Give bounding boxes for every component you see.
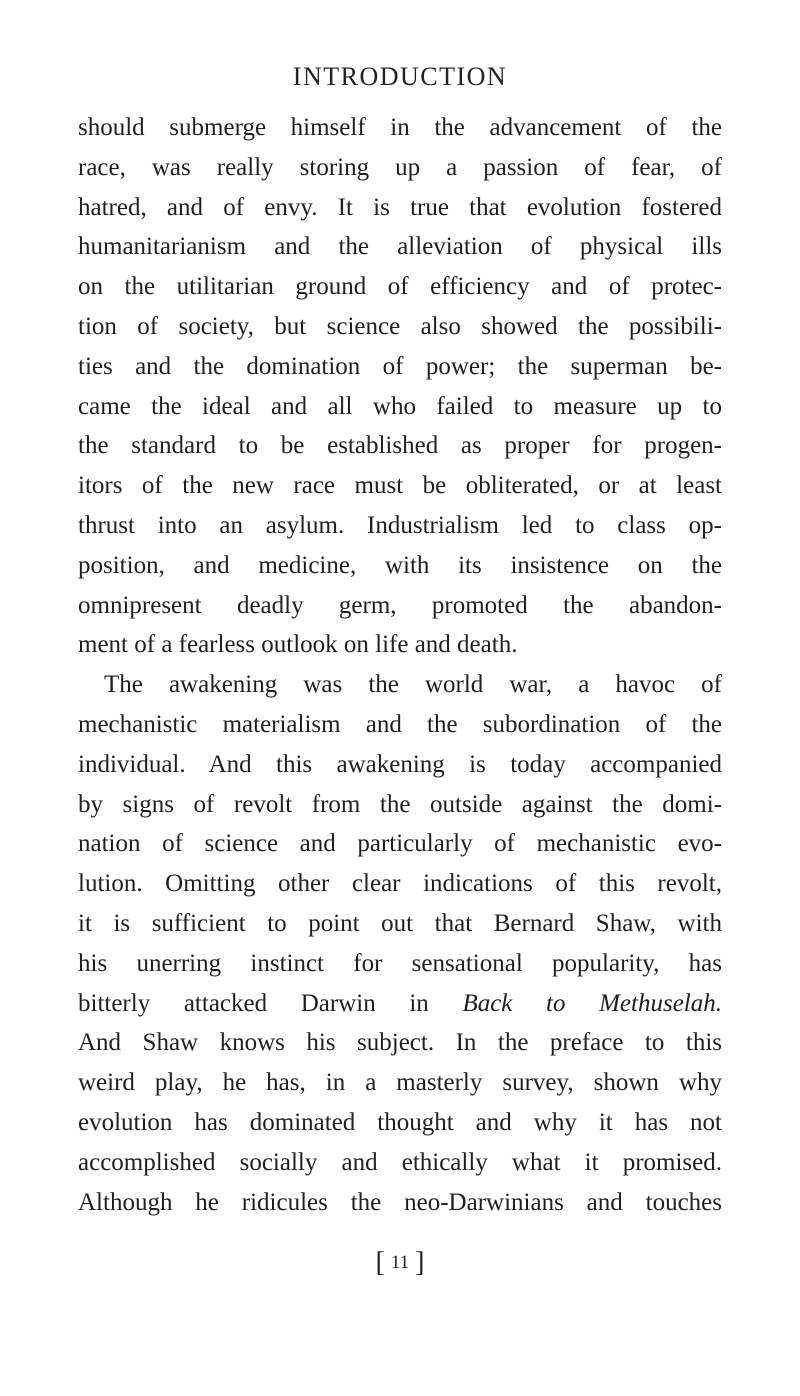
text-line: humanitarianism and the alleviation of physical ills: [78, 233, 722, 261]
text-line: lution. Omitting other clear indications of this revolt,: [78, 870, 722, 898]
body-text: [78, 108, 722, 1222]
text-line: itors of the new race must be obliterated, or at least: [78, 472, 722, 500]
text-line: evolution has dominated thought and why it has not: [78, 1108, 722, 1136]
page-number: [0, 1247, 800, 1279]
text-line: Although he ridicules the neo-Darwinians and touches: [78, 1188, 722, 1216]
text-line: position, and medicine, with its insistence on the: [78, 551, 722, 579]
text-line: nation of science and particularly of mechanistic evo-: [78, 830, 722, 858]
running-head: INTRODUCTION: [292, 62, 508, 91]
text-line: by signs of revolt from the outside against the domi-: [78, 790, 722, 818]
book-title-italic: Back to Methuselah.: [462, 989, 722, 1017]
text-line: the standard to be established as proper for progen-: [78, 432, 722, 460]
paragraph-start-line: The awakening was the world war, a havoc of: [104, 671, 722, 699]
text-line: individual. And this awakening is today accompanied: [78, 750, 722, 778]
text-line: mechanistic materialism and the subordination of the: [78, 710, 722, 738]
text-line: should submerge himself in the advancement of the: [78, 114, 722, 141]
text-line-with-title: [78, 984, 722, 1024]
text-line: hatred, and of envy. It is true that evolution fostered: [78, 193, 722, 221]
text-line: omnipresent deadly germ, promoted the abandon-: [78, 591, 722, 619]
text-line: tion of society, but science also showed the possibili-: [78, 312, 722, 340]
folio-left-bracket: [: [375, 1247, 385, 1278]
text-line: weird play, he has, in a masterly survey, shown why: [78, 1069, 722, 1097]
text-line: ties and the domination of power; the superman be-: [78, 352, 722, 380]
text-line: his unerring instinct for sensational popularity, has: [78, 949, 722, 977]
text-line: on the utilitarian ground of efficiency and of protec-: [78, 273, 722, 301]
text-line: came the ideal and all who failed to measure up to: [78, 392, 722, 420]
text-line: it is sufficient to point out that Bernard Shaw, with: [78, 909, 722, 937]
text-line: ment of a fearless outlook on life and death.: [78, 631, 518, 659]
text-line: thrust into an asylum. Industrialism led to class op-: [78, 511, 722, 539]
text-line: accomplished socially and ethically what it promised.: [78, 1148, 722, 1176]
folio-number: 11: [390, 1252, 410, 1273]
text-line: And Shaw knows his subject. In the preface to this: [78, 1029, 722, 1057]
text-line-start: bitterly attacked Darwin in: [78, 989, 429, 1017]
text-line: race, was really storing up a passion of fear, of: [78, 153, 722, 181]
folio-right-bracket: ]: [415, 1247, 425, 1278]
